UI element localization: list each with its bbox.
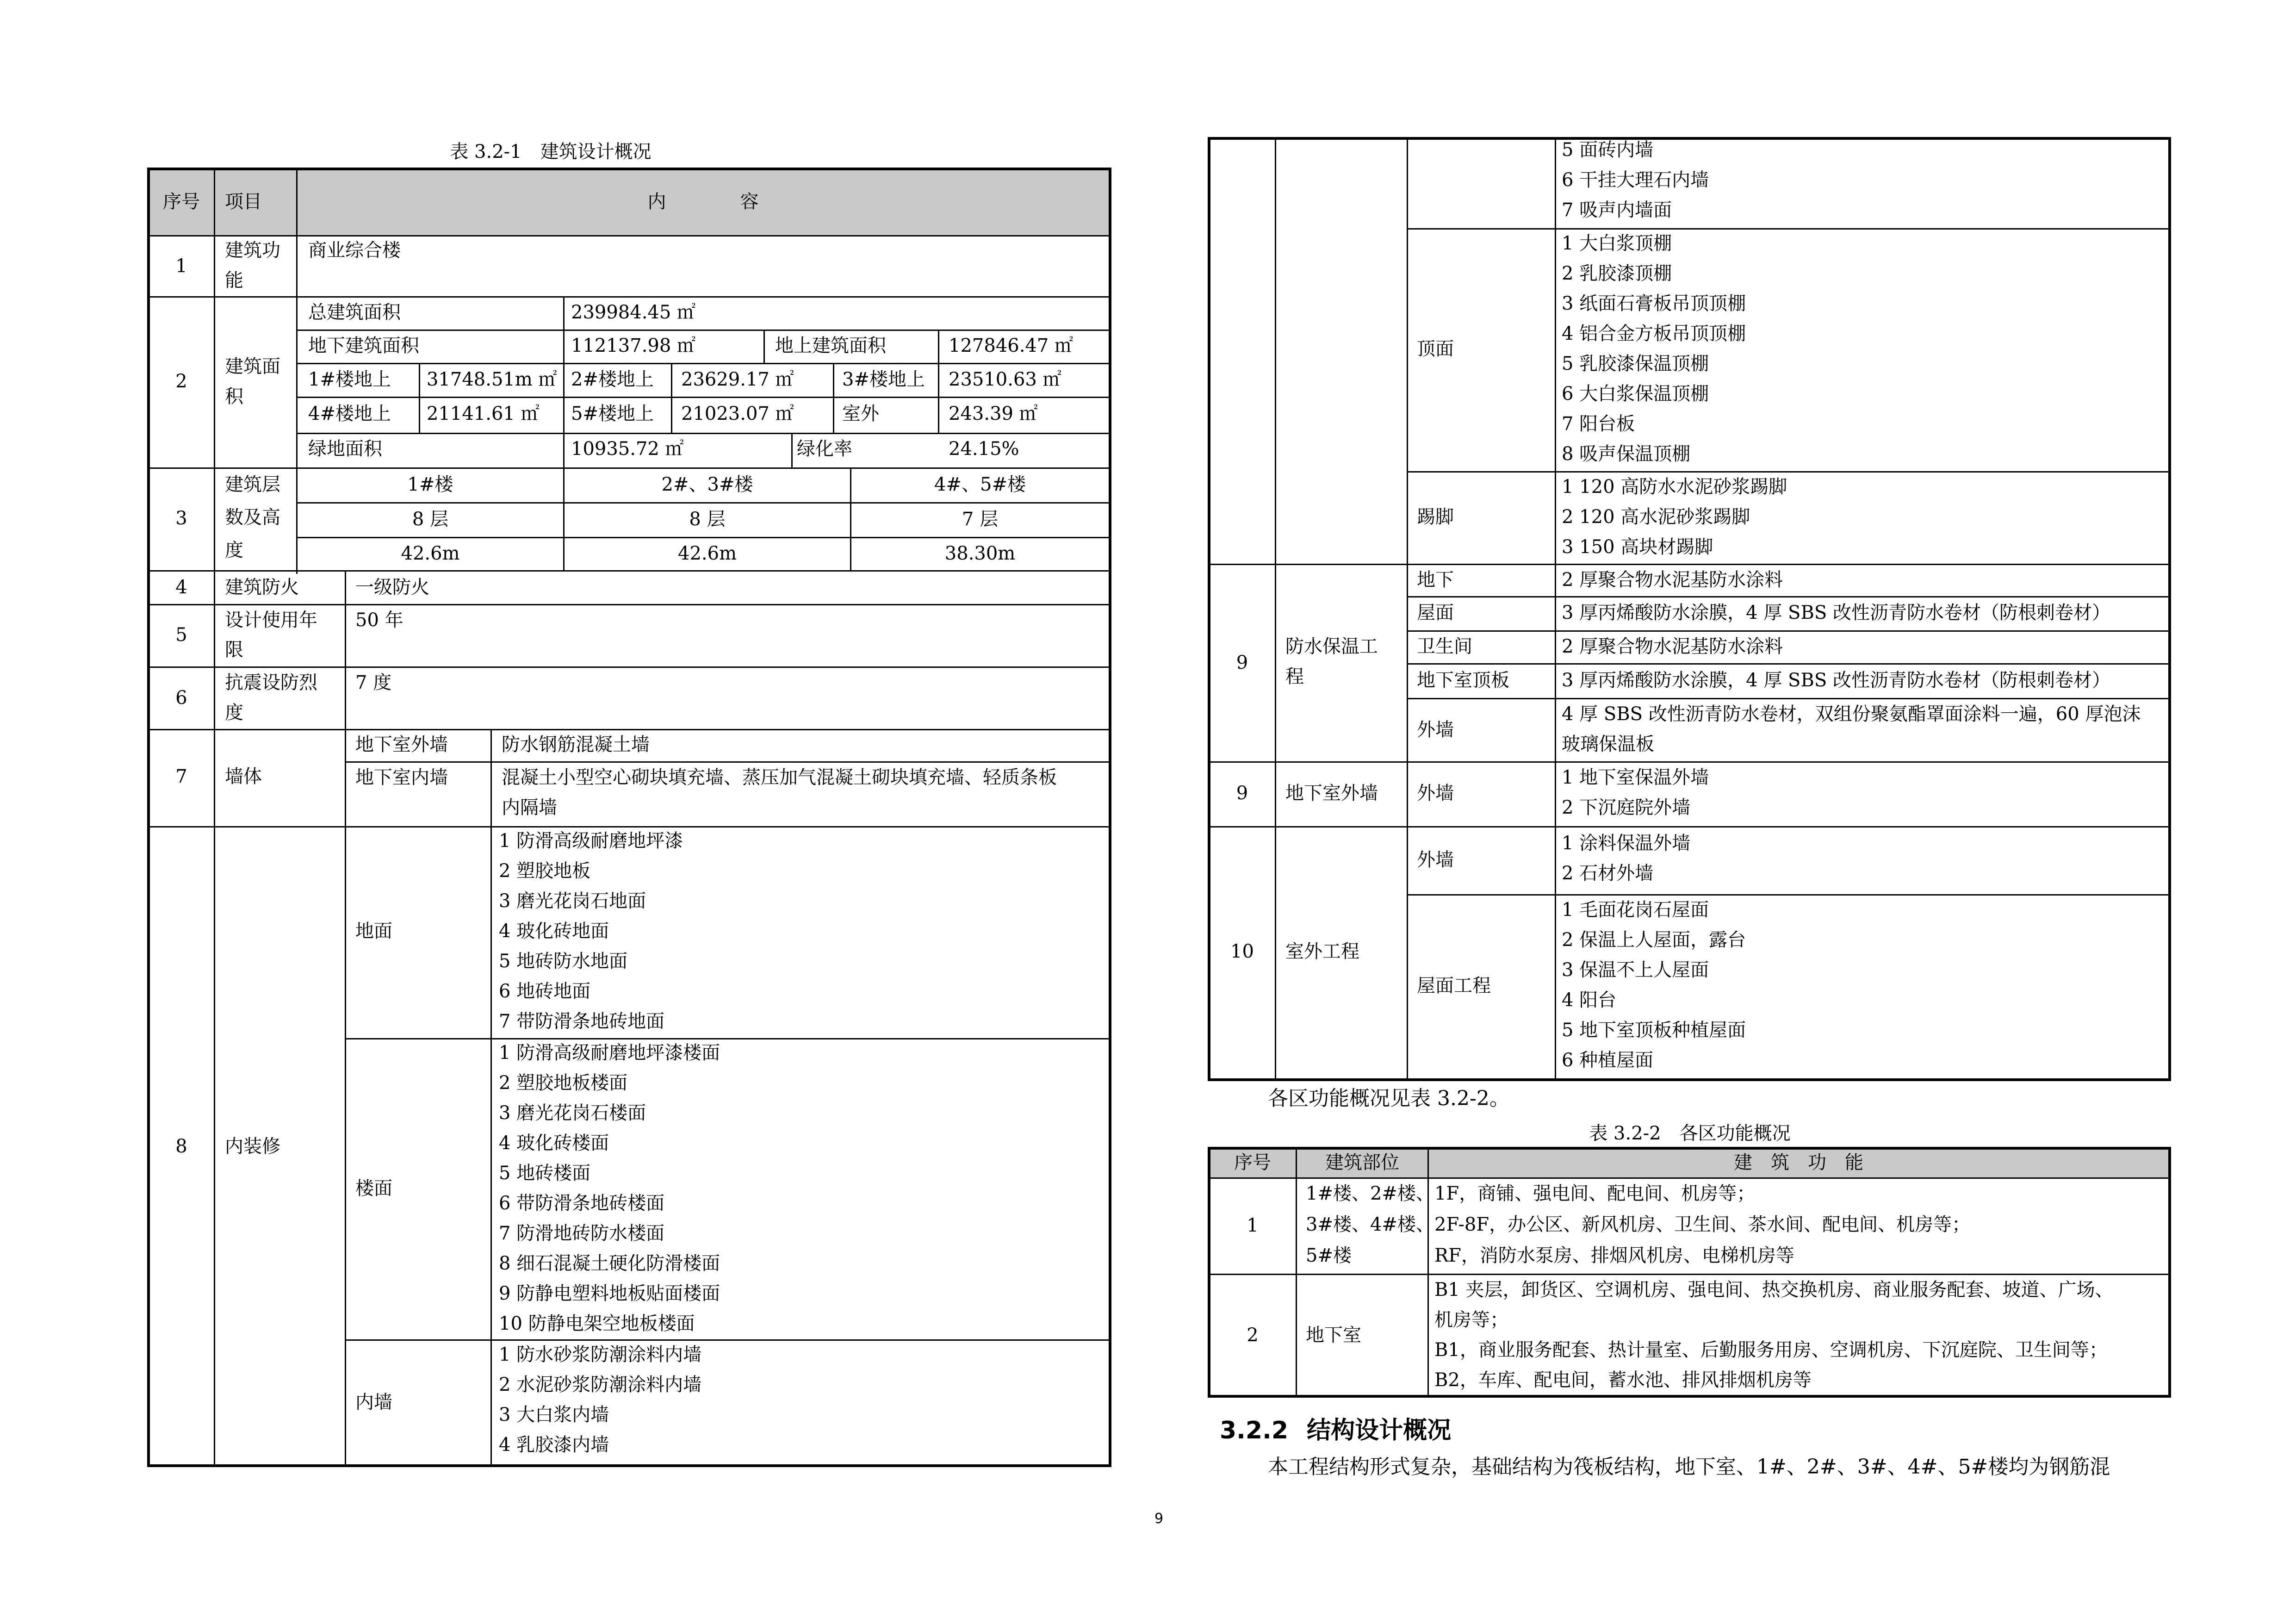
table2-row1-function: RF，消防水泵房、排烟风机房、电梯机房等 (1434, 1245, 1794, 1266)
above-area-value: 127846.47 ㎡ (949, 335, 1074, 356)
table2-row1-no: 1 (1247, 1215, 1259, 1236)
header-item: 项目 (225, 191, 262, 212)
floor-item: 8 细石混凝土硬化防滑楼面 (499, 1253, 720, 1274)
waterproof-value: 4 厚 SBS 改性沥青防水卷材，双组份聚氨酯罩面涂料一遍，60 厚泡沫 (1562, 703, 2141, 725)
header-no: 序号 (163, 191, 200, 212)
ceiling-item: 6 大白浆保温顶棚 (1562, 383, 1709, 404)
row5-value: 50 年 (355, 610, 403, 631)
col-line (833, 363, 834, 433)
inner-wall-item: 5 面砖内墙 (1562, 139, 1654, 161)
col-line (563, 296, 565, 467)
row9-no: 9 (1236, 652, 1248, 673)
floor-item: 7 防滑地砖防水楼面 (499, 1223, 665, 1244)
ground-item: 5 地砖防水地面 (499, 951, 628, 972)
col-line (490, 826, 492, 1465)
row1-value: 商业综合楼 (308, 240, 401, 261)
row7-item: 墙体 (225, 766, 262, 787)
inner-wall-item: 7 吸声内墙面 (1562, 199, 1672, 221)
table1-border-left (147, 168, 150, 1467)
row-line (1407, 471, 2169, 473)
building-4-5-floors: 7 层 (962, 509, 999, 530)
ground-item: 2 塑胶地板 (499, 860, 591, 882)
row8-no: 8 (175, 1136, 187, 1157)
col-line (1275, 138, 1276, 1079)
b1-label: 1#楼地上 (308, 369, 391, 390)
waterproof-label: 屋面 (1417, 602, 1454, 623)
b2-label: 2#楼地上 (571, 369, 654, 390)
waterproof-value: 玻璃保温板 (1562, 734, 1654, 755)
col-line (1407, 138, 1408, 1079)
basement-inner-wall-value: 混凝土小型空心砌块填充墙、蒸压加气混凝土砌块填充墙、轻质条板 (502, 767, 1057, 788)
outdoor-label: 室外 (842, 403, 879, 424)
table2-row2-function: B1 夹层，卸货区、空调机房、强电间、热交换机房、商业服务配套、坡道、广场、 (1434, 1279, 2114, 1300)
table2-header-part: 建筑部位 (1325, 1152, 1399, 1173)
ground-item: 1 防滑高级耐磨地坪漆 (499, 830, 683, 852)
row6-item: 度 (225, 702, 243, 723)
row-line (296, 537, 1111, 538)
roof-label: 屋面工程 (1417, 975, 1491, 996)
ground-item: 3 磨光花岗石地面 (499, 890, 646, 912)
row-line (1407, 894, 2169, 896)
ceiling-item: 4 铝合金方板吊顶顶棚 (1562, 323, 1746, 344)
table2-header-no: 序号 (1234, 1152, 1271, 1173)
ceiling-item: 8 吸声保温顶棚 (1562, 443, 1691, 465)
b1-value: 31748.51m ㎡ (427, 369, 557, 390)
floor-item: 4 玻化砖楼面 (499, 1132, 609, 1154)
building-1-height: 42.6m (401, 543, 460, 564)
floor-item: 9 防静电塑料地板贴面楼面 (499, 1283, 720, 1304)
ceiling-item: 2 乳胶漆顶棚 (1562, 263, 1672, 284)
row9b-label: 外墙 (1417, 783, 1454, 804)
b5-label: 5#楼地上 (571, 403, 654, 424)
body-paragraph: 本工程结构形式复杂，基础结构为筏板结构，地下室、1#、2#、3#、4#、5#楼均为钢筋混 (1268, 1455, 2110, 1479)
row1-item: 能 (225, 270, 243, 291)
green-area-value: 10935.72 ㎡ (571, 438, 684, 460)
col-line (214, 168, 215, 1465)
row3-item: 建筑层 (225, 474, 280, 495)
table2-header-function: 建 筑 功 能 (1734, 1152, 1863, 1173)
b4-label: 4#楼地上 (308, 403, 391, 424)
inner-wall-item: 4 乳胶漆内墙 (499, 1434, 609, 1456)
table1-caption: 表 3.2-1 建筑设计概况 (450, 141, 652, 162)
col-line (763, 330, 765, 363)
row3-item: 数及高 (225, 507, 280, 528)
table2-row1-function: 1F，商铺、强电间、配电间、机房等； (1434, 1183, 1756, 1204)
floor-item: 5 地砖楼面 (499, 1163, 591, 1184)
ground-item: 7 带防滑条地砖地面 (499, 1011, 665, 1032)
col-line (1555, 138, 1556, 1079)
waterproof-value: 2 厚聚合物水泥基防水涂料 (1562, 636, 1783, 657)
floor-item: 3 磨光花岗石楼面 (499, 1102, 646, 1124)
table1-border-bottom (147, 1464, 1111, 1467)
basement-inner-wall-value: 内隔墙 (502, 797, 557, 818)
col-line (419, 363, 420, 433)
table2-row2-function: 机房等； (1434, 1309, 1508, 1331)
col-line (791, 433, 793, 467)
outer-wall-label: 外墙 (1417, 849, 1454, 871)
table2-caption: 表 3.2-2 各区功能概况 (1589, 1123, 1791, 1144)
table-border-bottom (1208, 1078, 2171, 1081)
table2-row2-function: B2，车库、配电间，蓄水池、排风排烟机房等 (1434, 1369, 1812, 1391)
row5-item: 限 (225, 639, 243, 660)
basement-outer-wall-label: 地下室外墙 (355, 734, 448, 755)
row2-no: 2 (175, 371, 187, 392)
row2-item: 积 (225, 386, 243, 407)
row9-item: 防水保温工 (1285, 636, 1378, 657)
header-content: 内 容 (647, 191, 759, 212)
ceiling-item: 3 纸面石膏板吊顶顶棚 (1562, 293, 1746, 314)
roof-item: 3 保温不上人屋面 (1562, 959, 1709, 981)
ground-item: 4 玻化砖地面 (499, 921, 609, 942)
row9b-value: 1 地下室保温外墙 (1562, 767, 1709, 788)
table2-row1-part: 3#楼、4#楼、 (1306, 1214, 1434, 1235)
table-reference-note: 各区功能概况见表 3.2-2。 (1268, 1087, 1510, 1110)
waterproof-value: 2 厚聚合物水泥基防水涂料 (1562, 569, 1783, 591)
row9b-value: 2 下沉庭院外墙 (1562, 797, 1691, 818)
row6-item: 抗震设防烈 (225, 672, 317, 693)
row10-item: 室外工程 (1285, 941, 1359, 962)
green-area-label: 绿地面积 (308, 438, 382, 460)
building-1-header: 1#楼 (407, 474, 453, 495)
row4-no: 4 (175, 577, 187, 598)
floor-label: 楼面 (355, 1178, 392, 1199)
table2-row1-part: 5#楼 (1306, 1245, 1352, 1266)
table-border-top (1208, 137, 2171, 140)
building-2-3-header: 2#、3#楼 (661, 474, 753, 495)
green-rate-value: 24.15% (949, 438, 1019, 460)
row-line (148, 235, 1111, 236)
ground-label: 地面 (355, 921, 392, 942)
waterproof-label: 地下 (1417, 569, 1454, 591)
row4-value: 一级防火 (355, 577, 429, 598)
above-area-label: 地上建筑面积 (775, 335, 886, 356)
ceiling-label: 顶面 (1417, 338, 1454, 360)
inner-wall-item: 6 干挂大理石内墙 (1562, 169, 1709, 191)
basement-inner-wall-label: 地下室内墙 (355, 767, 448, 788)
table-border-left (1208, 1147, 1210, 1398)
under-area-value: 112137.98 ㎡ (571, 335, 696, 356)
floor-item: 2 塑胶地板楼面 (499, 1072, 628, 1094)
row9b-item: 地下室外墙 (1285, 783, 1378, 804)
ceiling-item: 1 大白浆顶棚 (1562, 233, 1672, 254)
total-area-label: 总建筑面积 (308, 302, 401, 323)
roof-item: 1 毛面花岗石屋面 (1562, 899, 1709, 921)
b3-label: 3#楼地上 (842, 369, 925, 390)
building-4-5-header: 4#、5#楼 (934, 474, 1026, 495)
row-line (1407, 663, 2169, 665)
col-line (1296, 1148, 1297, 1396)
row-line (1407, 596, 2169, 597)
floor-item: 1 防滑高级耐磨地坪漆楼面 (499, 1042, 720, 1064)
row2-item: 建筑面 (225, 356, 280, 377)
roof-item: 2 保温上人屋面，露台 (1562, 929, 1746, 951)
roof-item: 6 种植屋面 (1562, 1050, 1654, 1071)
row-line (296, 397, 1111, 398)
inner-wall-label: 内墙 (355, 1392, 392, 1413)
row6-value: 7 度 (355, 672, 392, 693)
outdoor-value: 243.39 ㎡ (949, 403, 1038, 424)
row-line (1209, 826, 2169, 828)
waterproof-label: 外墙 (1417, 719, 1454, 740)
b4-value: 21141.61 ㎡ (427, 403, 540, 424)
skirting-label: 踢脚 (1417, 506, 1454, 528)
under-area-label: 地下建筑面积 (308, 335, 419, 356)
row8-item: 内装修 (225, 1136, 280, 1157)
b2-value: 23629.17 ㎡ (681, 369, 794, 390)
waterproof-label: 地下室顶板 (1417, 670, 1509, 691)
section-heading (1220, 1414, 1451, 1447)
outer-wall-item: 1 涂料保温外墙 (1562, 833, 1691, 854)
table2-row2-function: B1，商业服务配套、热计量室、后勤服务用房、空调机房、下沉庭院、卫生间等； (1434, 1339, 2108, 1361)
table-border-right (2168, 137, 2171, 1081)
table2-row1-part: 1#楼、2#楼、 (1306, 1183, 1434, 1204)
row9-item: 程 (1285, 666, 1304, 687)
row1-no: 1 (175, 255, 187, 277)
building-1-floors: 8 层 (412, 509, 449, 530)
table2-row2-part: 地下室 (1306, 1325, 1361, 1346)
row5-no: 5 (175, 624, 187, 646)
section-title: 结构设计概况 (1307, 1417, 1452, 1444)
ground-item: 6 地砖地面 (499, 981, 591, 1002)
col-line (490, 729, 492, 826)
row-line (1407, 630, 2169, 632)
roof-item: 5 地下室顶板种植屋面 (1562, 1020, 1746, 1041)
roof-item: 4 阳台 (1562, 989, 1617, 1011)
b3-value: 23510.63 ㎡ (949, 369, 1061, 390)
waterproof-value: 3 厚丙烯酸防水涂膜，4 厚 SBS 改性沥青防水卷材（防根刺卷材） (1562, 602, 2110, 623)
table2-row1-function: 2F-8F，办公区、新风机房、卫生间、茶水间、配电间、机房等； (1434, 1214, 1971, 1235)
row3-no: 3 (175, 508, 187, 529)
skirting-item: 2 120 高水泥砂浆踢脚 (1562, 506, 1750, 528)
row5-item: 设计使用年 (225, 610, 317, 631)
skirting-item: 1 120 高防水水泥砂浆踢脚 (1562, 476, 1787, 498)
row10-no: 10 (1230, 941, 1254, 962)
skirting-item: 3 150 高块材踢脚 (1562, 536, 1713, 558)
ceiling-item: 7 阳台板 (1562, 413, 1635, 435)
col-line (938, 330, 939, 433)
row-line (1407, 228, 2169, 230)
section-number: 3.2.2 (1220, 1417, 1289, 1444)
floor-item: 6 带防滑条地砖楼面 (499, 1193, 665, 1214)
row7-no: 7 (175, 766, 187, 787)
b5-value: 21023.07 ㎡ (681, 403, 794, 424)
table2-row2-no: 2 (1247, 1325, 1259, 1346)
ceiling-item: 5 乳胶漆保温顶棚 (1562, 353, 1709, 374)
row-line (296, 502, 1111, 504)
total-area-value: 239984.45 ㎡ (571, 302, 696, 323)
outer-wall-item: 2 石材外墙 (1562, 863, 1654, 884)
green-rate-label: 绿化率 (797, 438, 852, 460)
building-2-3-height: 42.6m (678, 543, 737, 564)
building-2-3-floors: 8 层 (689, 509, 726, 530)
row6-no: 6 (175, 687, 187, 709)
row-line (345, 1038, 1111, 1039)
col-line (671, 363, 672, 433)
basement-outer-wall-value: 防水钢筋混凝土墙 (502, 734, 650, 755)
row-line (345, 1339, 1111, 1341)
row1-item: 建筑功 (225, 240, 280, 261)
col-line (345, 570, 346, 1465)
inner-wall-item: 2 水泥砂浆防潮涂料内墙 (499, 1374, 702, 1395)
row-line (148, 467, 1111, 469)
inner-wall-item: 3 大白浆内墙 (499, 1404, 609, 1425)
row9b-no: 9 (1236, 783, 1248, 804)
row-line (148, 570, 1111, 572)
table-border-right (2168, 1147, 2171, 1398)
table1-border-top (147, 168, 1111, 170)
inner-wall-item: 1 防水砂浆防潮涂料内墙 (499, 1344, 702, 1365)
building-4-5-height: 38.30m (944, 543, 1016, 564)
row4-item: 建筑防火 (225, 577, 299, 598)
waterproof-value: 3 厚丙烯酸防水涂膜，4 厚 SBS 改性沥青防水卷材（防根刺卷材） (1562, 670, 2110, 691)
row3-item: 度 (225, 540, 243, 561)
row-line (296, 363, 1111, 364)
floor-item: 10 防静电架空地板楼面 (499, 1313, 695, 1334)
waterproof-label: 卫生间 (1417, 636, 1472, 657)
page-number: 9 (1154, 1511, 1164, 1527)
